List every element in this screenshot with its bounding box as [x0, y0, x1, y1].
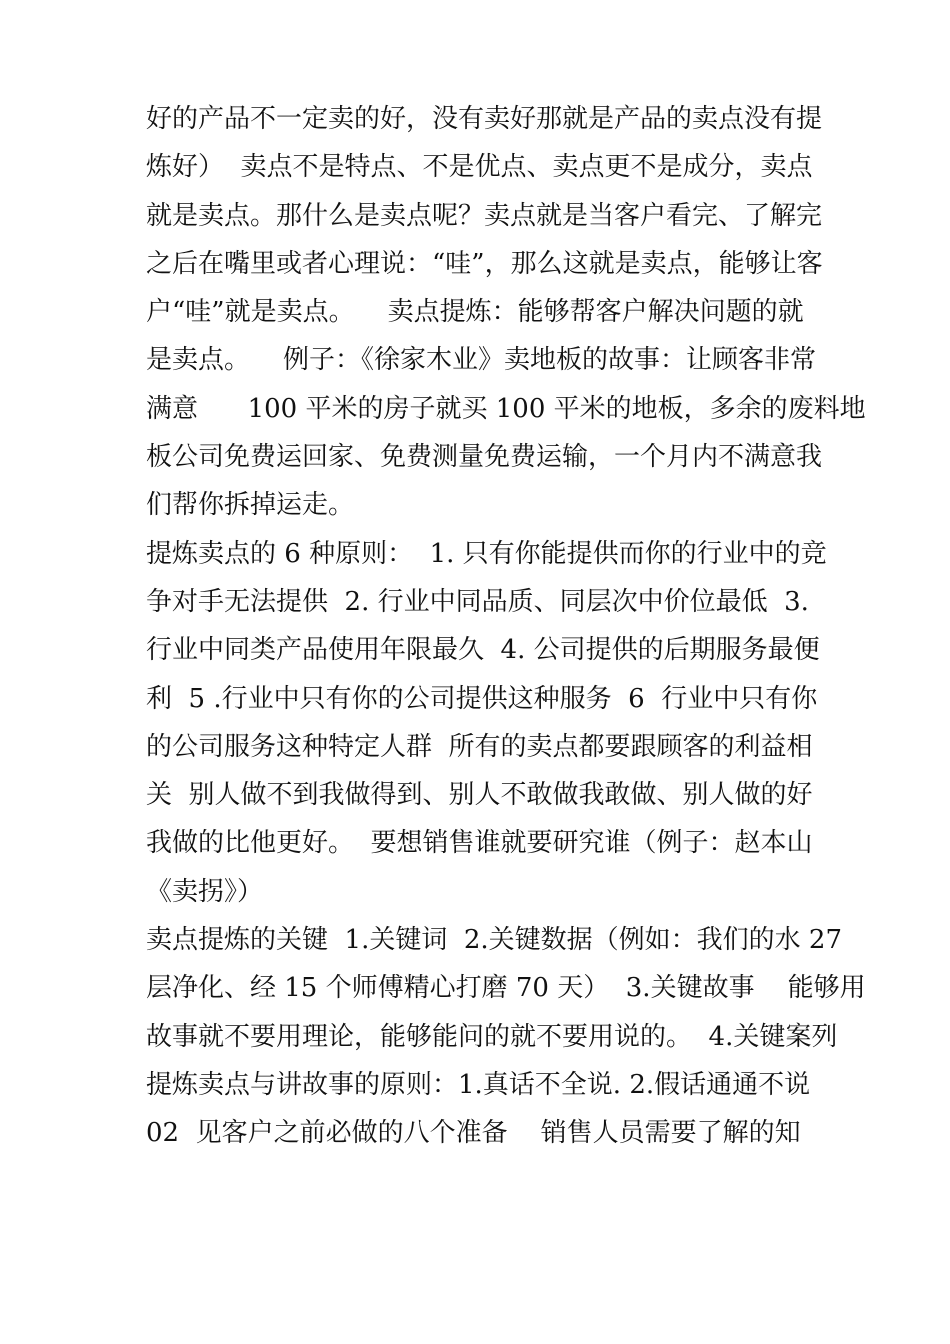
text-line: 满意 100 平米的房子就买 100 平米的地板，多余的废料地	[146, 393, 866, 424]
text-line: 《卖拐》）	[146, 876, 264, 907]
text-line: 争对手无法提供 2. 行业中同品质、同层次中价位最低 3.	[146, 586, 809, 617]
text-line: 故事就不要用理论，能够能问的就不要用说的。 4.关键案列	[146, 1021, 838, 1052]
text-line: 提炼卖点的 6 种原则： 1. 只有你能提供而你的行业中的竞	[146, 538, 827, 569]
text-line: 们帮你拆掉运走。	[146, 490, 355, 521]
text-line: 我做的比他更好。 要想销售谁就要研究谁（例子：赵本山	[146, 828, 813, 859]
text-line: 的公司服务这种特定人群 所有的卖点都要跟顾客的利益相	[146, 731, 813, 762]
text-line: 好的产品不一定卖的好，没有卖好那就是产品的卖点没有提	[146, 104, 823, 134]
body-text	[146, 95, 866, 1158]
text-line: 卖点提炼的关键 1.关键词 2.关键数据（例如：我们的水 27	[146, 925, 843, 956]
text-line: 利 5 .行业中只有你的公司提供这种服务 6 行业中只有你	[146, 683, 818, 714]
text-line: 是卖点。 例子：《徐家木业》卖地板的故事：让顾客非常	[146, 345, 817, 376]
text-line: 层净化、经 15 个师傅精心打磨 70 天） 3.关键故事 能够用	[146, 973, 866, 1004]
text-line: 户“哇”就是卖点。 卖点提炼：能够帮客户解决问题的就	[146, 297, 804, 328]
text-line: 提炼卖点与讲故事的原则：1.真话不全说. 2.假话通通不说	[146, 1069, 811, 1100]
text-line: 行业中同类产品使用年限最久 4. 公司提供的后期服务最便	[146, 635, 820, 666]
text-line: 就是卖点。那什么是卖点呢？卖点就是当客户看完、了解完	[146, 200, 823, 231]
text-line: 之后在嘴里或者心理说：“哇”，那么这就是卖点，能够让客	[146, 248, 823, 279]
text-line: 板公司免费运回家、免费测量免费运输，一个月内不满意我	[146, 442, 823, 473]
text-line: 02 见客户之前必做的八个准备 销售人员需要了解的知	[146, 1118, 801, 1149]
text-line: 炼好） 卖点不是特点、不是优点、卖点更不是成分，卖点	[146, 152, 813, 183]
text-line: 关 别人做不到我做得到、别人不敢做我敢做、别人做的好	[146, 780, 813, 811]
